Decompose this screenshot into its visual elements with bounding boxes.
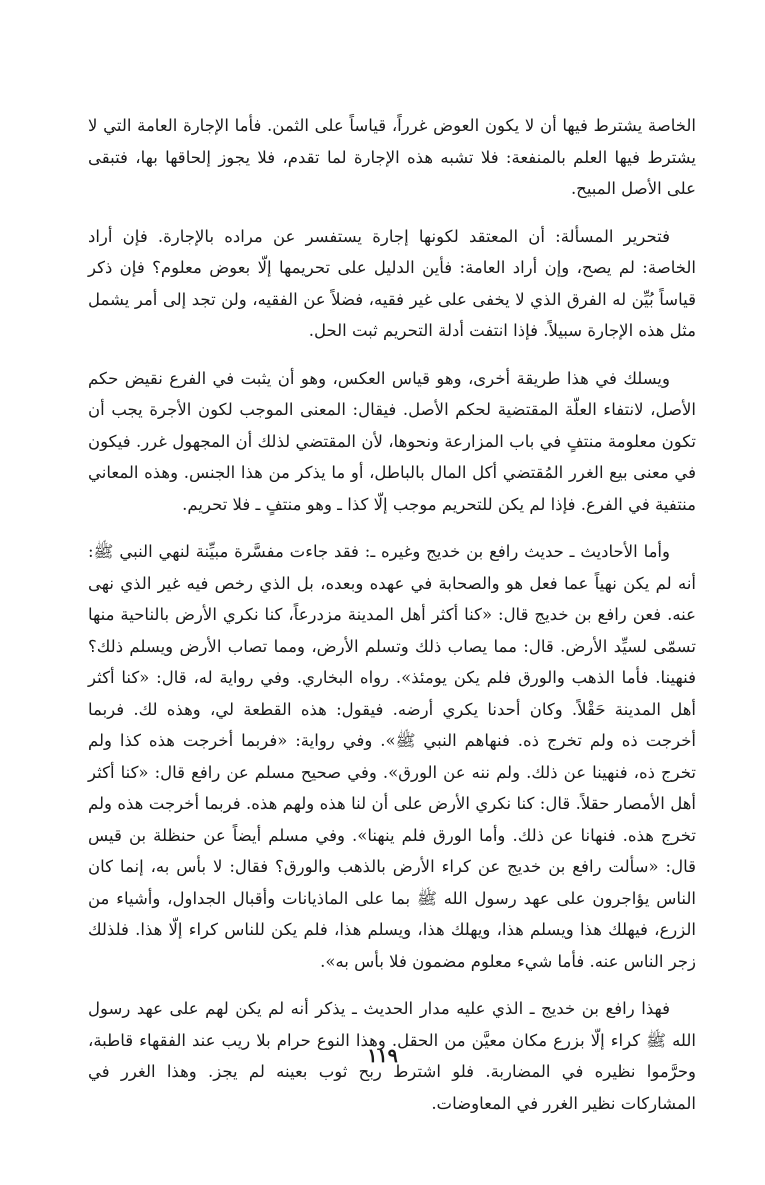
page-body [88,110,696,1135]
page-number: ١١٩ [367,1045,398,1067]
paragraph-2: فتحرير المسألة: أن المعتقد لكونها إجارة يستفسر عن مراده بالإجارة. فإن أراد الخاصة: لم يصح، وإن أراد العامة: فأين الدليل على تحريمها إلّا بعوض معلوم؟ فإن ذكر قياساً بُيِّن له الفرق الذي لا يخفى على غير فقيه، فضلاً عن الفقيه، ولن تجد إلى أمر يشمل مثل هذه الإجارة سبيلاً. فإذا انتفت أدلة التحريم ثبت الحل. [88,226,696,340]
paragraph-4: وأما الأحاديث ـ حديث رافع بن خديج وغيره ـ: فقد جاءت مفسَّرة مبيِّنة لنهي النبي ﷺ: أنه لم يكن نهياً عما فعل هو والصحابة في عهده وبعده، بل الذي رخص فيه غير الذي نهى عنه. فعن رافع بن خديج قال: «كنا أكثر أهل المدينة مزدرعاً، كنا نكري الأرض بالناحية منها تسمّى لسيِّد الأرض. قال: مما يصاب ذلك وتسلم الأرض، ومما تصاب الأرض ويسلم ذلك؟ فنهينا. فأما الذهب والورق فلم يكن يومئذ». رواه البخاري. وفي رواية له، قال: «كنا أكثر أهل المدينة حَقْلاً. وكان أحدنا يكري أرضه. فيقول: هذه القطعة لي، وهذه لك. فربما أخرجت ذه ولم تخرج ذه. فنهاهم النبي ﷺ». وفي رواية: «فربما أخرجت هذه كذا ولم تخرج ذه، فنهينا عن ذلك. ولم ننه عن الورق». وفي صحيح مسلم عن رافع قال: «كنا أكثر أهل الأمصار حقلاً. قال: كنا نكري الأرض على أن لنا هذه ولهم هذه. فربما أخرجت هذه ولم تخرج هذه. فنهانا عن ذلك. وأما الورق فلم ينهنا». وفي مسلم أيضاً عن حنظلة بن قيس قال: «سألت رافع بن خديج عن كراء الأرض بالذهب والورق؟ فقال: لا بأس به، إنما كان الناس يؤاجرون على عهد رسول الله ﷺ بما على الماذيانات وأقبال الجداول، وأشياء من الزرع، فيهلك هذا ويسلم هذا، ويهلك هذا، ويسلم هذا، فلم يكن للناس كراء إلّا هذا. فلذلك زجر الناس عنه. فأما شيء معلوم مضمون فلا بأس به». [88,542,696,971]
paragraph-5: فهذا رافع بن خديج ـ الذي عليه مدار الحديث ـ يذكر أنه لم يكن لهم على عهد رسول الله ﷺ كراء إلّا بزرع مكان معيَّن من الحقل. وهذا النوع حرام بلا ريب عند الفقهاء قاطبة، وحرَّموا نظيره في المضاربة. فلو اشترط ربح ثوب بعينه لم يجز. وهذا الغرر في المشاركات نظير الغرر في المعاوضات. [88,999,696,1113]
paragraph-1: الخاصة يشترط فيها أن لا يكون العوض غرراً، قياساً على الثمن. فأما الإجارة العامة التي لا يشترط فيها العلم بالمنفعة: فلا تشبه هذه الإجارة لما تقدم، فلا يجوز إلحاقها بها، فتبقى على الأصل المبيح. [88,116,696,198]
paragraph-3: ويسلك في هذا طريقة أخرى، وهو قياس العكس، وهو أن يثبت في الفرع نقيض حكم الأصل، لانتفاء العلّة المقتضية لحكم الأصل. فيقال: المعنى الموجب لكون الأجرة يجب أن تكون معلومة منتفٍ في باب المزارعة ونحوها، لأن المقتضي لذلك أن المجهول غرر. فيكون في معنى بيع الغرر المُقتضي أكل المال بالباطل، أو ما يذكر من هذا الجنس. وهذه المعاني منتفية في الفرع. فإذا لم يكن للتحريم موجب إلّا كذا ـ وهو منتفٍ ـ فلا تحريم. [88,368,696,514]
